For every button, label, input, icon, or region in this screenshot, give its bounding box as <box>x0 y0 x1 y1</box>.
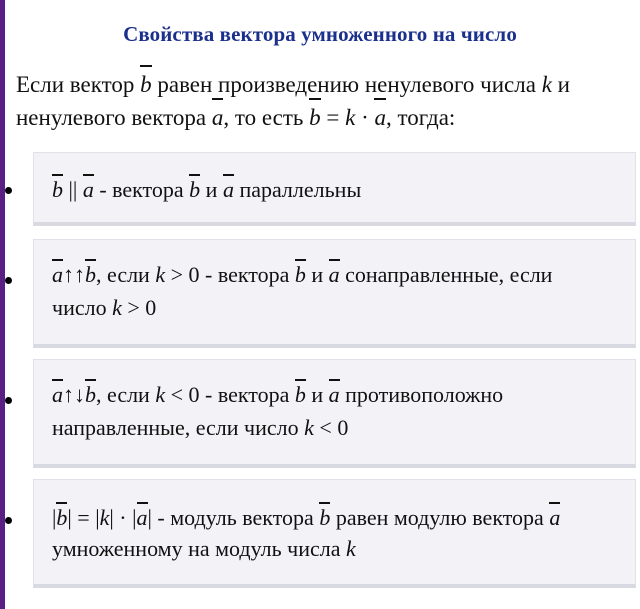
scalar-k: k <box>155 382 166 407</box>
vector-b: b <box>294 382 306 407</box>
property-text: направленные, если число <box>52 415 305 440</box>
property-2-line-2 <box>52 295 156 321</box>
property-3-line-2 <box>52 415 348 441</box>
scalar-k: k <box>155 262 166 287</box>
vector-b: b <box>85 382 96 407</box>
vector-b: b <box>319 505 331 530</box>
vector-b: b <box>294 262 306 287</box>
vector-a: a <box>549 505 561 530</box>
intro-text: , то есть <box>223 105 310 130</box>
intro-text: , тогда: <box>385 105 456 130</box>
intro-text: Если вектор <box>16 72 141 97</box>
intro-text: ненулевого вектора <box>16 105 212 130</box>
intro-paragraph <box>16 68 626 134</box>
vector-a: a <box>136 505 148 530</box>
codirected-symbol: ↑↑ <box>63 262 85 287</box>
property-box-4 <box>33 479 636 588</box>
bullet-icon <box>5 187 12 194</box>
intro-text: равен произведению ненулевого числа <box>151 72 542 97</box>
property-text: равен модулю вектора <box>330 505 550 530</box>
vector-b: b <box>309 101 321 134</box>
property-text: число <box>52 295 113 320</box>
property-text: - вектора <box>93 177 190 202</box>
intro-text: = <box>320 105 346 130</box>
vector-a: a <box>52 262 63 287</box>
scalar-k: k <box>99 505 110 530</box>
bullet-icon <box>5 517 12 524</box>
scalar-k: k <box>346 536 356 561</box>
left-accent-bar <box>0 0 5 609</box>
property-box-1 <box>33 152 636 226</box>
intro-line-1 <box>16 68 626 101</box>
property-1-line <box>52 177 361 203</box>
vector-a: a <box>212 101 224 134</box>
property-text: параллельны <box>233 177 362 202</box>
scalar-k: k <box>304 415 314 440</box>
property-text: противоположно <box>339 382 504 407</box>
modulus-bar: | <box>52 505 57 530</box>
vector-a: a <box>328 382 340 407</box>
vector-b: b <box>189 177 201 202</box>
property-box-2 <box>33 239 636 348</box>
intro-text: и <box>551 72 570 97</box>
vector-b: b <box>85 262 96 287</box>
property-4-line-2 <box>52 536 356 562</box>
vector-b: b <box>56 505 68 530</box>
scalar-k: k <box>112 295 122 320</box>
property-2-line-1 <box>52 262 552 288</box>
intro-text: · <box>355 105 375 130</box>
opposite-direction-symbol: ↑↓ <box>63 382 85 407</box>
page-title: Свойства вектора умноженного на число <box>123 22 517 46</box>
property-3-line-1 <box>52 382 503 408</box>
property-text: | - модуль вектора <box>147 505 320 530</box>
scalar-k: k <box>345 105 356 130</box>
property-text: и <box>305 262 329 287</box>
vector-a: a <box>52 382 63 407</box>
vector-a: a <box>82 177 94 202</box>
property-text: умноженному на модуль числа <box>52 536 346 561</box>
property-text: и <box>200 177 223 202</box>
property-text: | = | <box>67 505 100 530</box>
parallel-symbol: || <box>63 177 83 202</box>
bullet-icon <box>5 277 12 284</box>
bullet-icon <box>5 397 12 404</box>
property-text: < 0 <box>313 415 349 440</box>
vector-a: a <box>374 101 386 134</box>
vector-a: a <box>328 262 340 287</box>
property-text: > 0 <box>121 295 157 320</box>
property-text: > 0 - вектора <box>165 262 295 287</box>
property-4-line-1 <box>52 505 560 531</box>
scalar-k: k <box>541 72 552 97</box>
intro-line-2 <box>16 101 626 134</box>
property-text: сонаправленные, если <box>339 262 553 287</box>
vector-a: a <box>222 177 234 202</box>
property-text: | · | <box>109 505 137 530</box>
property-box-3 <box>33 359 636 468</box>
vector-b: b <box>52 177 63 202</box>
property-text: , если <box>96 262 156 287</box>
property-text: < 0 - вектора <box>165 382 295 407</box>
property-text: , если <box>96 382 156 407</box>
property-text: и <box>305 382 329 407</box>
vector-b: b <box>140 68 152 101</box>
